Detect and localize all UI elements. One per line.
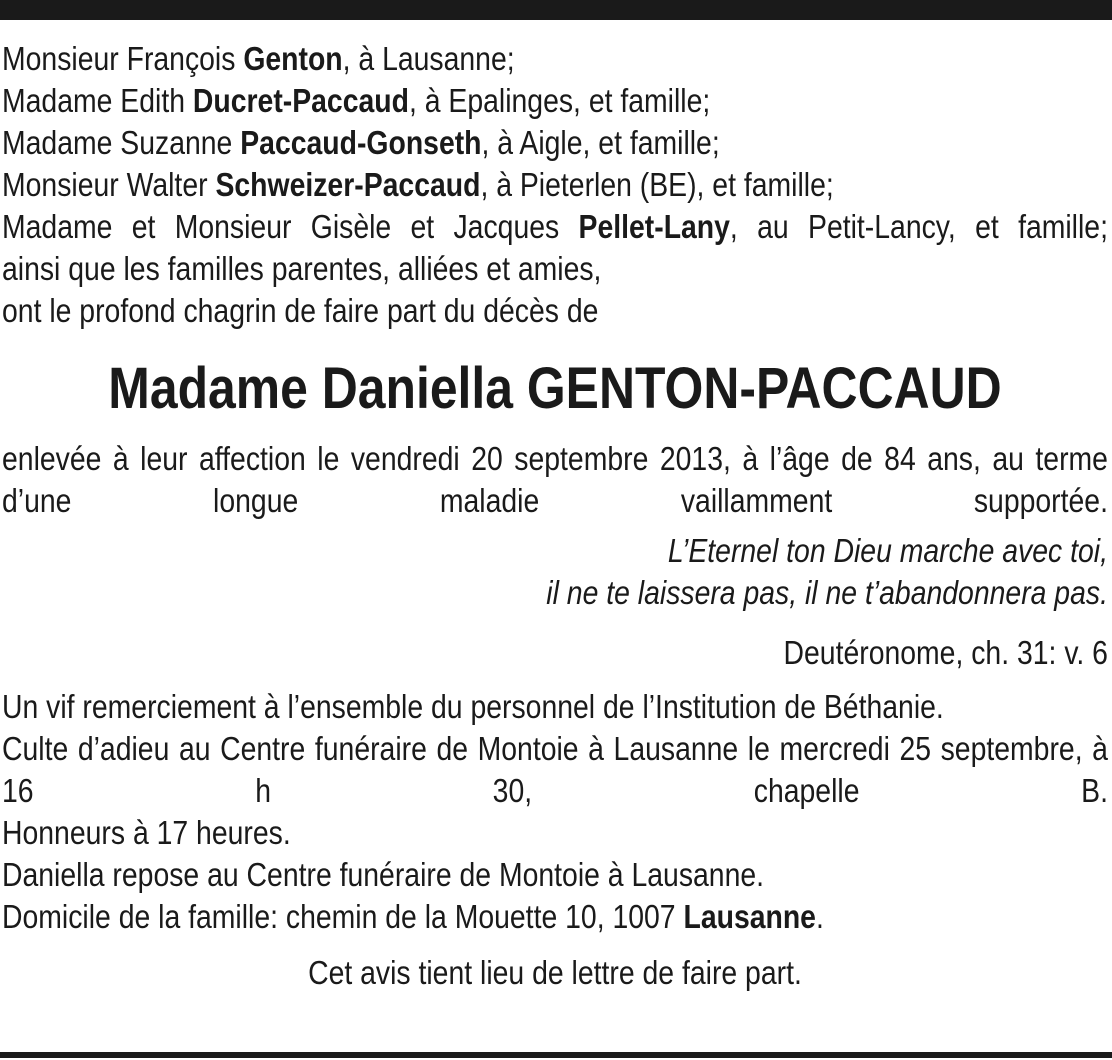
announcement-line: ont le profond chagrin de faire part du décès de <box>2 292 599 329</box>
mourner-line-2 <box>2 80 1108 122</box>
death-details: enlevée à leur affection le vendredi 20 septembre 2013, à l’âge de 84 ans, au terme d’une longue maladie vaillamment supportée. <box>2 440 1108 519</box>
mourner-line-5 <box>2 206 1108 248</box>
mourner-suffix: , à Pieterlen (BE), et famille; <box>480 166 834 203</box>
mourner-suffix: , à Aigle, et famille; <box>481 124 720 161</box>
mourner-surname: Paccaud-Gonseth <box>240 124 482 161</box>
families-line: ainsi que les familles parentes, alliées et amies, <box>2 250 602 287</box>
domicile-city: Lausanne <box>683 898 816 935</box>
mourner-suffix: , à Lausanne; <box>342 40 515 77</box>
mourner-surname: Ducret-Paccaud <box>192 82 409 119</box>
quote-line-1: L’Eternel ton Dieu marche avec toi, <box>667 532 1108 569</box>
mourner-surname: Schweizer-Paccaud <box>215 166 481 203</box>
mourner-line-4 <box>2 164 1108 206</box>
mourner-line-1 <box>2 38 1108 80</box>
mourner-prefix: Monsieur Walter <box>2 166 216 203</box>
scripture-reference: Deutéronome, ch. 31: v. 6 <box>783 634 1108 671</box>
bottom-rule <box>0 1052 1112 1058</box>
mourner-prefix: Madame et Monsieur Gisèle et Jacques <box>2 208 579 245</box>
top-rule <box>0 0 1112 20</box>
mourner-surname: Pellet-Lany <box>578 208 730 245</box>
mourner-suffix: , à Epalinges, et famille; <box>408 82 711 119</box>
mourner-prefix: Madame Suzanne <box>2 124 241 161</box>
ceremony-details: Culte d’adieu au Centre funéraire de Montoie à Lausanne le mercredi 25 septembre, à 16 h 30, chapelle B. <box>2 730 1108 809</box>
closing-note: Cet avis tient lieu de lettre de faire part. <box>308 954 802 991</box>
mourner-surname: Genton <box>243 40 343 77</box>
domicile-prefix: Domicile de la famille: chemin de la Mouette 10, 1007 <box>2 898 684 935</box>
quote-line-2: il ne te laissera pas, il ne t’abandonnera pas. <box>546 574 1108 611</box>
mourner-suffix: , au Petit-Lancy, et famille; <box>729 208 1108 245</box>
rests-line: Daniella repose au Centre funéraire de Montoie à Lausanne. <box>2 856 765 893</box>
obituary-notice <box>2 38 1108 994</box>
domicile-suffix: . <box>815 898 824 935</box>
domicile-line <box>2 896 1108 938</box>
mourner-line-3 <box>2 122 1108 164</box>
deceased-name: Madame Daniella GENTON-PACCAUD <box>108 356 1002 421</box>
honours-line: Honneurs à 17 heures. <box>2 814 291 851</box>
mourner-prefix: Madame Edith <box>2 82 193 119</box>
thanks-line: Un vif remerciement à l’ensemble du personnel de l’Institution de Béthanie. <box>2 688 944 725</box>
scripture-quote <box>2 530 1108 614</box>
mourner-prefix: Monsieur François <box>2 40 244 77</box>
